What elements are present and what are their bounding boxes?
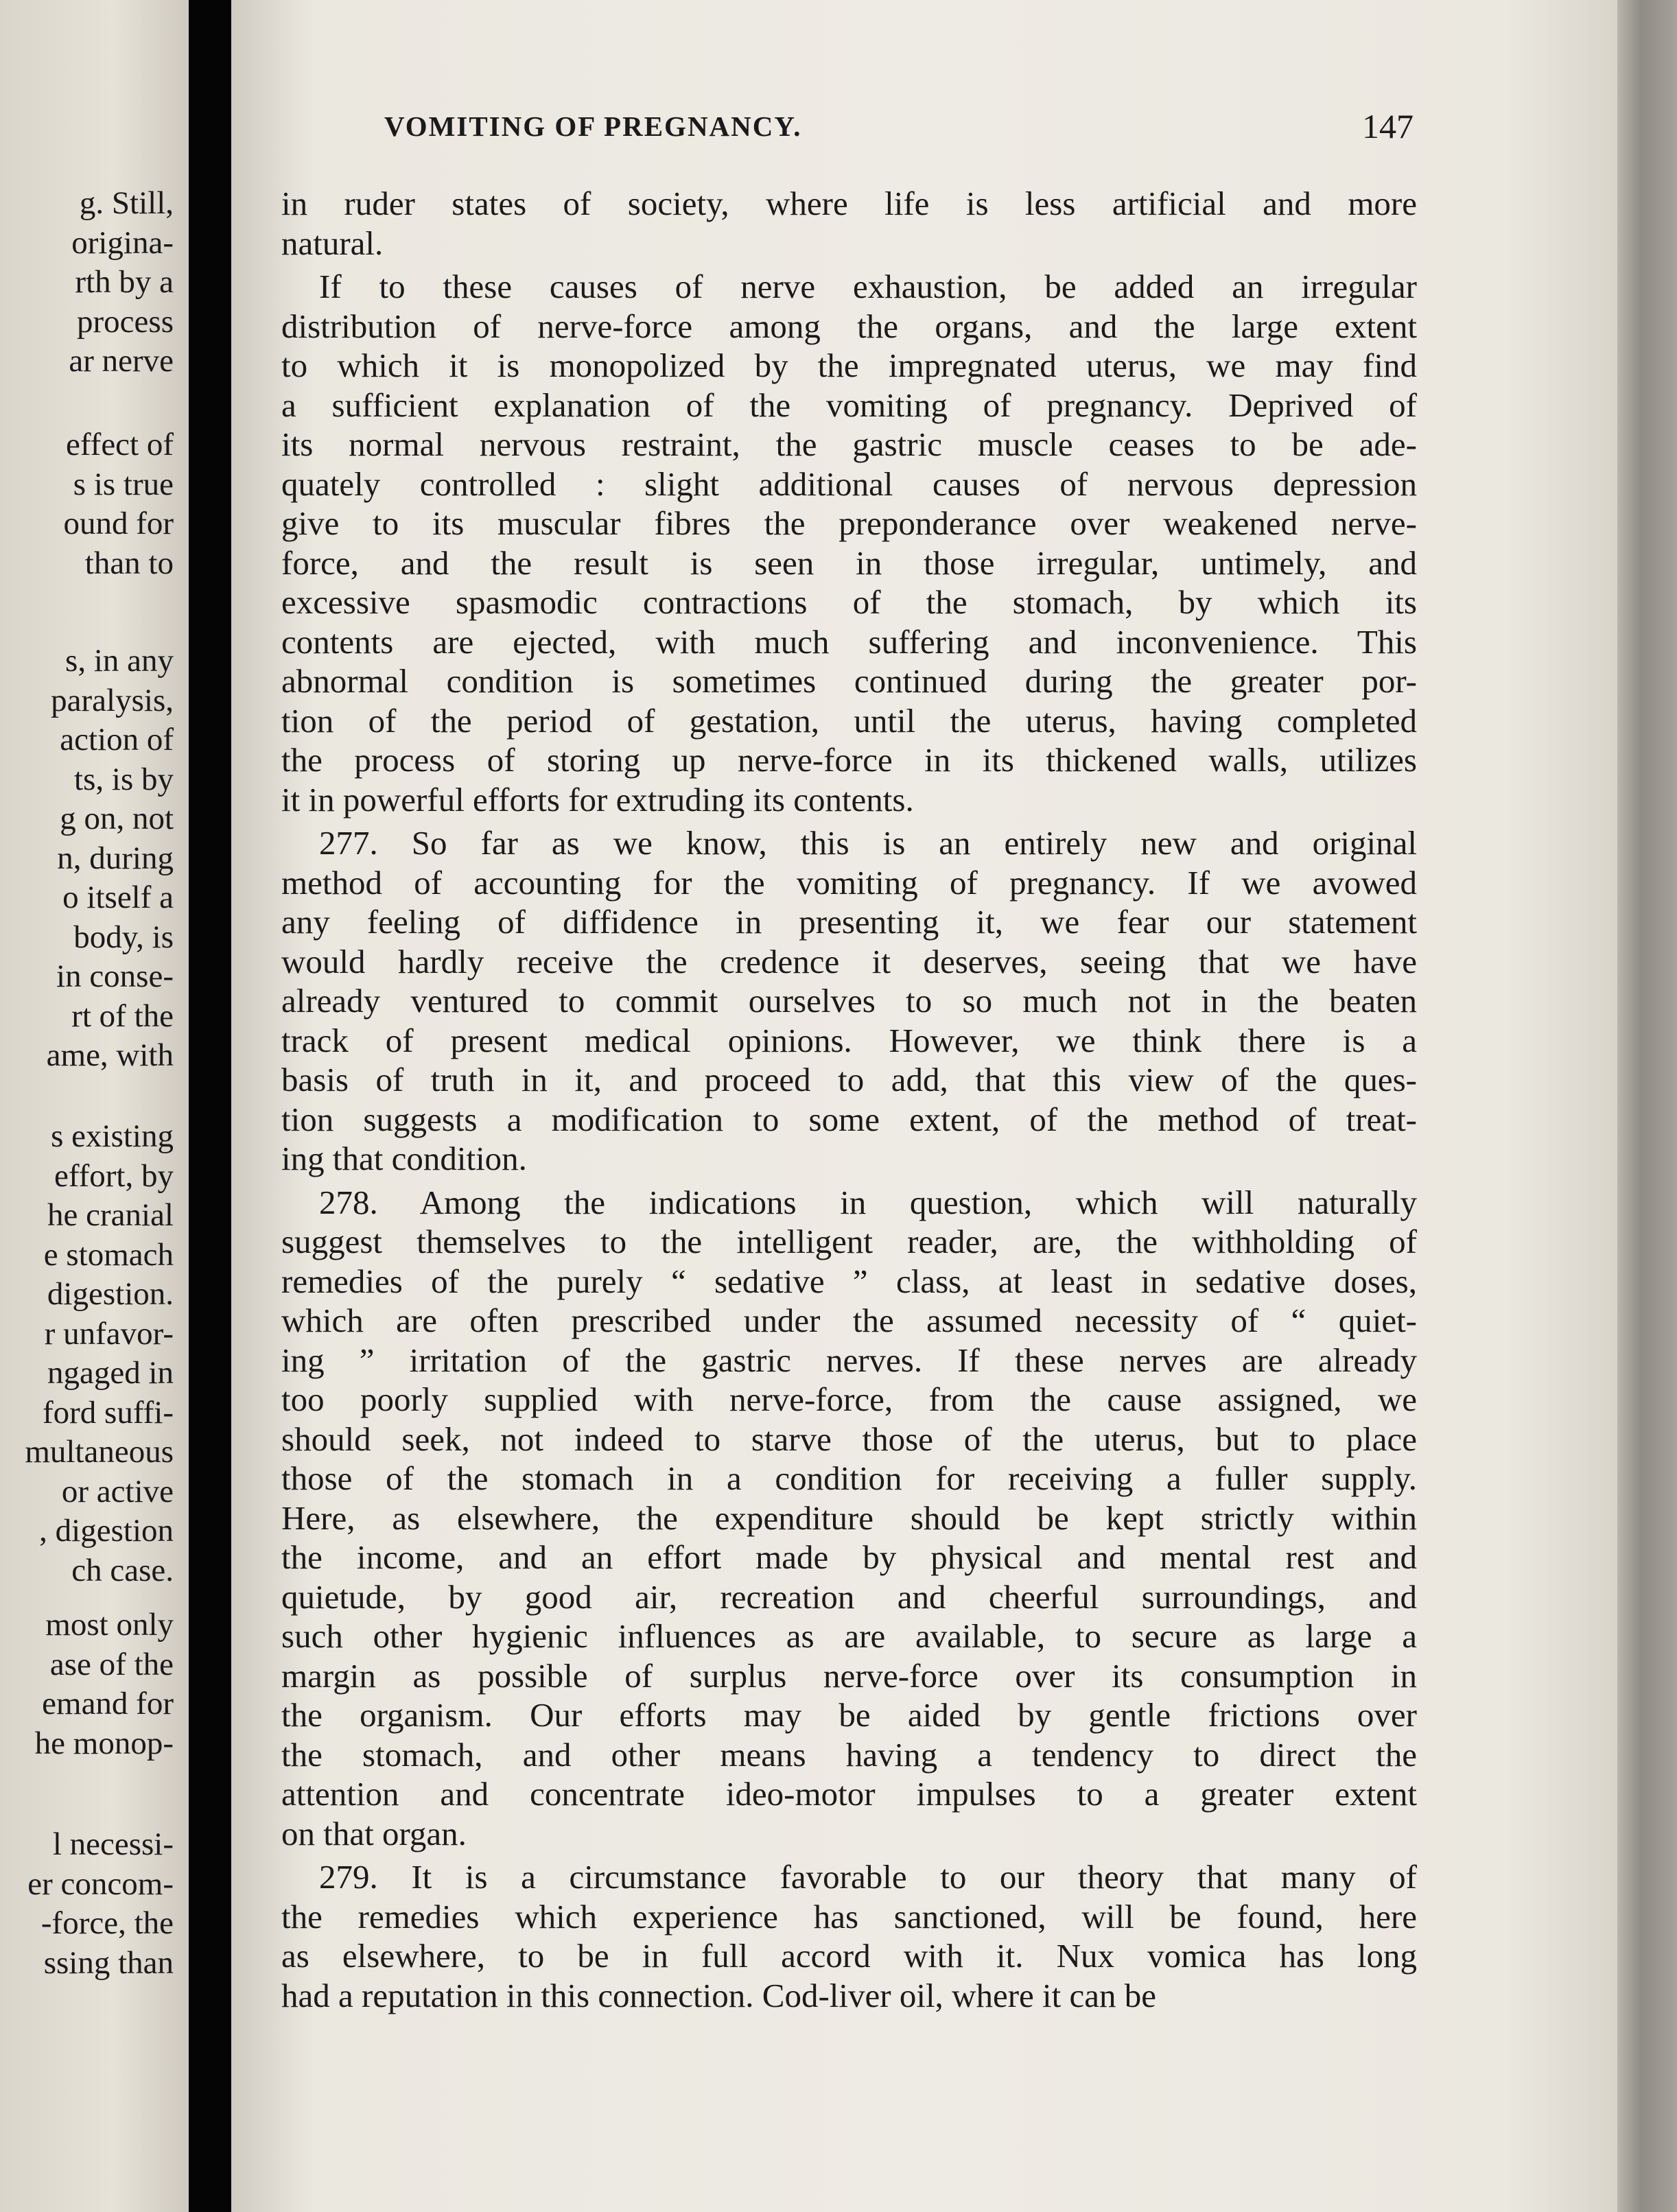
- left-page-line: he monop-: [34, 1725, 174, 1761]
- text-line: which are often prescribed under the assumed necessity of “ quiet-: [281, 1302, 1417, 1339]
- text-line: distribution of nerve-force among the organs, and the large extent: [281, 307, 1417, 345]
- left-page-line: , digestion: [39, 1513, 174, 1549]
- text-line: tion suggests a modification to some extent, of the method of treat-: [281, 1100, 1417, 1138]
- left-page-line: ts, is by: [74, 761, 174, 797]
- text-line: contents are ejected, with much suffering and inconvenience. This: [281, 622, 1417, 661]
- left-page-line: digestion.: [47, 1276, 174, 1312]
- left-page-line: ase of the: [49, 1646, 174, 1682]
- page-number: 147: [1362, 107, 1414, 145]
- left-page-line: multaneous: [25, 1434, 174, 1470]
- book-gutter: [189, 0, 231, 2212]
- text-line: track of present medical opinions. However, we think there is a: [281, 1021, 1417, 1059]
- text-line: quately controlled : slight additional causes of nervous depression: [281, 464, 1417, 503]
- text-line: margin as possible of surplus nerve-force over its consumption in: [281, 1656, 1417, 1695]
- left-page-line: emand for: [42, 1686, 174, 1721]
- left-page-line: ame, with: [46, 1037, 174, 1073]
- left-page-line: s is true: [73, 466, 174, 502]
- left-page-line: effort, by: [54, 1157, 174, 1194]
- left-page-line: ssing than: [43, 1944, 174, 1981]
- left-page-line: process: [77, 303, 174, 340]
- text-line: excessive spasmodic contractions of the stomach, by which its: [281, 583, 1417, 621]
- text-line: those of the stomach in a condition for receiving a fuller supply.: [281, 1459, 1417, 1497]
- text-line: should seek, not indeed to starve those of the uterus, but to place: [281, 1420, 1417, 1458]
- text-line: quietude, by good air, recreation and cheerful surroundings, and: [281, 1577, 1417, 1616]
- left-page-line: o itself a: [62, 880, 174, 915]
- left-page-line: rth by a: [75, 264, 174, 300]
- left-page-line: n, during: [57, 840, 174, 876]
- left-page-line: ford suffi-: [42, 1394, 174, 1431]
- page-edge: [1617, 0, 1677, 2212]
- left-page-line: than to: [84, 545, 174, 581]
- text-line: suggest themselves to the intelligent reader, are, the withholding of: [281, 1223, 1417, 1260]
- left-page-line: er concom-: [27, 1866, 174, 1902]
- left-page-line: effect of: [66, 427, 174, 462]
- left-page-line: action of: [60, 722, 174, 757]
- text-line: the process of storing up nerve-force in its thickened walls, utilizes: [281, 741, 1417, 779]
- left-page-line: r unfavor-: [44, 1315, 174, 1352]
- left-page: [0, 0, 189, 2212]
- text-line: as elsewhere, to be in full accord with it. Nux vomica has long: [281, 1937, 1417, 1975]
- text-line: the income, and an effort made by physical and mental rest and: [281, 1538, 1417, 1576]
- left-page-line: rt of the: [71, 998, 174, 1034]
- text-line: natural.: [281, 224, 384, 262]
- text-line: would hardly receive the credence it deserves, seeing that we have: [281, 942, 1417, 980]
- left-page-line: paralysis,: [51, 682, 174, 718]
- text-line: the remedies which experience has sanctioned, will be found, here: [281, 1897, 1417, 1936]
- text-line: force, and the result is seen in those irregular, untimely, and: [281, 543, 1417, 582]
- text-line: give to its muscular fibres the preponderance over weakened nerve-: [281, 504, 1417, 542]
- text-line: 278. Among the indications in question, which will naturally: [319, 1183, 1417, 1221]
- left-page-line: l necessi-: [52, 1826, 174, 1862]
- left-page-line: -force, the: [40, 1905, 174, 1941]
- left-page-line: origina-: [71, 224, 174, 261]
- text-line: a sufficient explanation of the vomiting of pregnancy. Deprived of: [281, 386, 1417, 424]
- text-line: method of accounting for the vomiting of pregnancy. If we avowed: [281, 863, 1417, 902]
- text-line: the stomach, and other means having a tendency to direct the: [281, 1735, 1417, 1774]
- text-line: it in powerful efforts for extruding its contents.: [281, 780, 914, 819]
- left-page-line: e stomach: [43, 1236, 174, 1273]
- left-page-line: he cranial: [47, 1197, 174, 1233]
- left-page-line: ound for: [63, 506, 174, 541]
- text-line: such other hygienic influences as are available, to secure as large a: [281, 1617, 1417, 1655]
- left-page-line: ngaged in: [47, 1355, 174, 1391]
- left-page-line: body, is: [73, 919, 174, 955]
- text-line: If to these causes of nerve exhaustion, be added an irregular: [319, 268, 1417, 305]
- left-page-line: s existing: [51, 1118, 174, 1154]
- text-line: in ruder states of society, where life is less artificial and more: [281, 185, 1417, 222]
- text-line: on that organ.: [281, 1814, 467, 1852]
- text-line: the organism. Our efforts may be aided by gentle frictions over: [281, 1696, 1417, 1734]
- text-line: its normal nervous restraint, the gastric muscle ceases to be ade-: [281, 425, 1417, 463]
- running-head: VOMITING OF PREGNANCY.: [384, 110, 802, 142]
- text-line: 279. It is a circumstance favorable to our theory that many of: [319, 1858, 1417, 1896]
- left-page-line: g on, not: [60, 801, 174, 836]
- text-line: ing that condition.: [281, 1140, 527, 1177]
- left-page-line: in conse-: [56, 958, 174, 994]
- left-page-line: g. Still,: [79, 185, 174, 221]
- text-line: too poorly supplied with nerve-force, from the cause assigned, we: [281, 1380, 1417, 1418]
- text-line: abnormal condition is sometimes continued during the greater por-: [281, 662, 1417, 700]
- text-line: any feeling of diffidence in presenting it, we fear our statement: [281, 903, 1417, 941]
- text-line: had a reputation in this connection. Cod-liver oil, where it can be: [281, 1976, 1156, 2014]
- text-line: ing ” irritation of the gastric nerves. If these nerves are already: [281, 1341, 1417, 1379]
- text-line: remedies of the purely “ sedative ” class, at least in sedative doses,: [281, 1262, 1417, 1300]
- left-page-line: or active: [61, 1473, 174, 1509]
- text-line: 277. So far as we know, this is an entirely new and original: [319, 824, 1417, 862]
- text-line: attention and concentrate ideo-motor impulses to a greater extent: [281, 1775, 1417, 1813]
- text-line: Here, as elsewhere, the expenditure should be kept strictly within: [281, 1498, 1417, 1537]
- left-page-line: s, in any: [65, 643, 174, 679]
- left-page-line: ar nerve: [69, 343, 174, 379]
- text-line: basis of truth in it, and proceed to add, that this view of the ques-: [281, 1061, 1417, 1098]
- left-page-line: ch case.: [71, 1552, 174, 1588]
- text-line: tion of the period of gestation, until the uterus, having completed: [281, 701, 1417, 740]
- left-page-line: most only: [45, 1607, 174, 1643]
- text-line: to which it is monopolized by the impregnated uterus, we may find: [281, 346, 1417, 384]
- text-line: already ventured to commit ourselves to so much not in the beaten: [281, 982, 1417, 1020]
